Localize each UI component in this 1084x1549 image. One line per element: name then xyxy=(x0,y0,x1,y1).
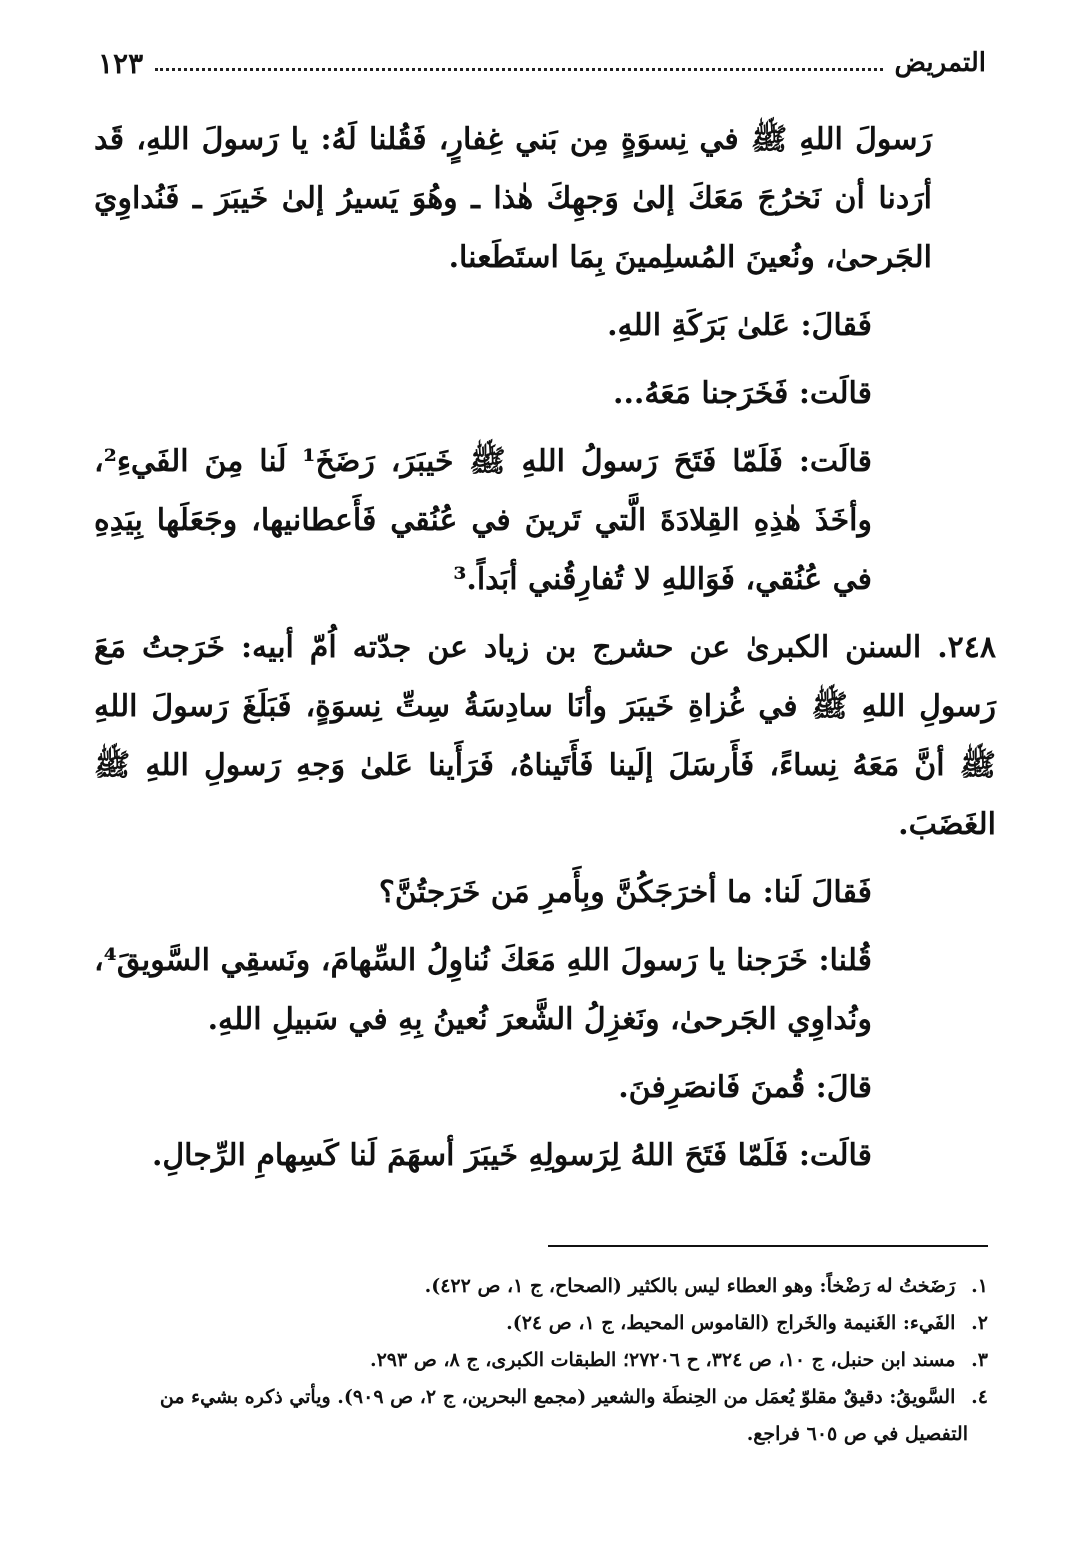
hadith-248 xyxy=(94,618,996,854)
footnote-text: مسند ابن حنبل، ج ١٠، ص ٣٢٤، ح ٢٧٢٠٦؛ الطبقات الكبرى، ج ٨، ص ٢٩٣. xyxy=(369,1349,956,1371)
footnote-number: ٤. xyxy=(971,1386,988,1408)
footnotes xyxy=(96,1268,988,1453)
paragraph-2: فَقالَ: عَلىٰ بَرَكَةِ اللهِ. xyxy=(607,308,872,343)
chapter-title: التمريض xyxy=(894,48,986,78)
footnote-text: الفَيء: الغَنيمة والخَراج (القاموس المحيط، ج ١، ص ٢٤). xyxy=(506,1312,956,1334)
footnote-text-continued: التفصيل في ص ٦٠٥ فراجع. xyxy=(746,1423,968,1445)
paragraph-1: رَسولَ اللهِ ﷺ في نِسوَةٍ مِن بَني غِفارٍ، فَقُلنا لَهُ: يا رَسولَ اللهِ، قَد أرَدنا أن نَخرُجَ مَعَكَ إلىٰ وَجهِكَ هٰذا ـ وهُوَ يَسيرُ إلىٰ خَيبَرَ ـ فَنُداوِيَ الجَرحىٰ، ونُعينَ المُسلِمينَ بِمَا استَطَعنا. xyxy=(94,122,932,275)
paragraph-8: قالَ: قُمنَ فَانصَرِفنَ. xyxy=(618,1070,872,1105)
footnote-4 xyxy=(96,1379,988,1453)
footnote-number: ٣. xyxy=(971,1349,988,1371)
footnote-number: ١. xyxy=(971,1275,988,1297)
page-number: ١٢٣ xyxy=(98,46,144,80)
running-header xyxy=(98,40,986,86)
footnote-3 xyxy=(96,1342,988,1379)
footnote-1 xyxy=(96,1268,988,1305)
hadith-number: ٢٤٨. xyxy=(937,630,996,665)
footnote-text: السَّويقُ: دقيقٌ مقلوّ يُعمَل من الحِنطَة والشعير (مجمع البحرين، ج ٢، ص ٩٠٩). ويأتي ذكره بشيء من xyxy=(159,1386,956,1408)
footnote-divider xyxy=(548,1245,988,1247)
paragraph-3: قالَت: فَخَرَجنا مَعَهُ... xyxy=(613,376,872,411)
footnote-number: ٢. xyxy=(971,1312,988,1334)
hadith-source: السنن الكبرىٰ عن حشرج بن زياد عن جدّته اُمّ أبيه: xyxy=(240,630,922,665)
footnote-2 xyxy=(96,1305,988,1342)
main-text xyxy=(94,110,996,1194)
paragraph-4: قالَت: فَلَمّا فَتَحَ رَسولُ اللهِ ﷺ خَيبَرَ، رَضَخَ¹ لَنا مِنَ الفَيءِ²، وأخَذَ هٰذِهِ القِلادَةَ الَّتي تَرينَ في عُنُقي فَأَعطانيها، وجَعَلَها بِيَدِهِ في عُنُقي، فَوَاللهِ لا تُفارِقُني أبَداً.³ xyxy=(94,444,872,597)
paragraph-9: قالَت: فَلَمّا فَتَحَ اللهُ لِرَسولِهِ خَيبَرَ أسهَمَ لَنا كَسِهامِ الرِّجالِ. xyxy=(151,1138,872,1173)
header-dot-leader xyxy=(155,68,882,71)
paragraph-7: قُلنا: خَرَجنا يا رَسولَ اللهِ مَعَكَ نُناوِلُ السِّهامَ، ونَسقِي السَّويقَ⁴، ونُداوِي الجَرحىٰ، ونَغزِلُ الشَّعرَ نُعينُ بِهِ في سَبيلِ اللهِ. xyxy=(94,943,872,1037)
paragraph-6: فَقالَ لَنا: ما أخرَجَكُنَّ وبِأَمرِ مَن خَرَجتُنَّ؟ xyxy=(378,875,872,910)
hadith-text: خَرَجتُ مَعَ رَسولِ اللهِ ﷺ في غُزاةِ خَيبَرَ وأنَا سادِسَةُ سِتِّ نِسوَةٍ، فَبَلَغَ رَسولَ اللهِ ﷺ أنَّ مَعَهُ نِساءً، فَأَرسَلَ إلَينا فَأَتَيناهُ، فَرَأَينا عَلىٰ وَجهِ رَسولِ اللهِ ﷺ الغَضَبَ. xyxy=(94,630,996,842)
footnote-text: رَضَختُ له رَضْخاً: وهو العطاء ليس بالكثير (الصحاح، ج ١، ص ٤٢٢). xyxy=(424,1275,956,1297)
